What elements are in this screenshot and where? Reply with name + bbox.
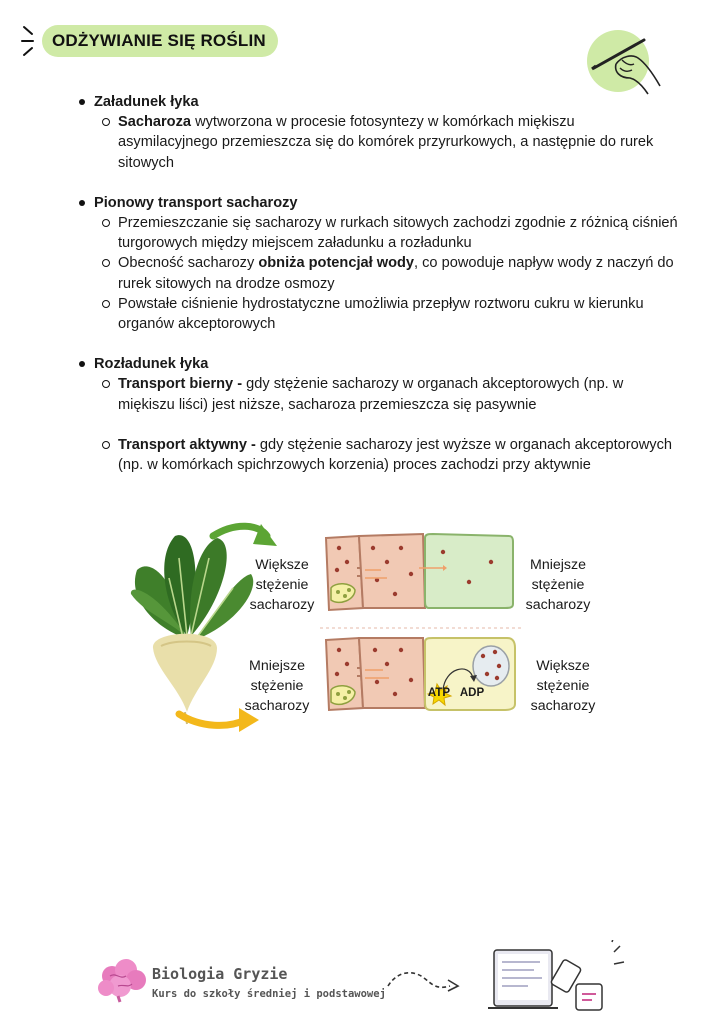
bold-term: Sacharoza xyxy=(118,114,192,131)
list-item xyxy=(78,435,678,475)
bold-term: obniża potencjał wody xyxy=(258,255,415,272)
label-top-left: Większe stężenie sacharozy xyxy=(249,557,315,613)
page-title: ODŻYWIANIE SIĘ ROŚLIN xyxy=(42,25,278,57)
list-item xyxy=(78,213,678,253)
writing-hand-icon xyxy=(586,28,664,96)
adp-label: ADP xyxy=(459,687,485,699)
list-item xyxy=(78,112,678,173)
label-top-right: Mniejsze stężenie sacharozy xyxy=(525,557,591,613)
list-item xyxy=(78,374,678,414)
sugar-beet-icon xyxy=(131,535,253,724)
section-unloading xyxy=(78,354,678,475)
label-bottom-right: Większe stężenie sacharozy xyxy=(530,658,596,714)
item-text: gdy stężenie sacharozy w organach akceptorowych (np. w miękiszu liści) jest niższe, sacharoza przemieszcza się pasywnie xyxy=(118,376,624,413)
passive-transport-cells xyxy=(326,534,513,610)
label-bottom-left: Mniejsze stężenie sacharozy xyxy=(244,658,310,714)
item-text: Obecność sacharozy xyxy=(118,255,259,272)
section-heading: Załadunek łyka xyxy=(78,92,678,112)
item-text: Powstałe ciśnienie hydrostatyczne umożliwia przepływ roztworu cukru w kierunku organów akceptorowych xyxy=(118,295,644,333)
atp-label: ATP xyxy=(427,687,451,699)
item-text: gdy stężenie sacharozy jest wyższe w organach akceptorowych (np. w komórkach spichrzowych korzenia) proces zachodzi przy aktywnie xyxy=(118,436,672,474)
brain-logo-icon xyxy=(98,959,146,1002)
footer-graphics xyxy=(0,940,720,1023)
list-item xyxy=(78,253,678,293)
notes-content xyxy=(78,92,678,495)
section-loading xyxy=(78,92,678,173)
bold-term: Transport aktywny - xyxy=(118,436,256,453)
item-text: Przemieszczanie się sacharozy w rurkach sitowych zachodzi zgodnie z różnicą ciśnień turgorowych między miejscem załadunku a rozładunku xyxy=(118,215,678,252)
section-heading: Pionowy transport sacharozy xyxy=(78,193,678,213)
section-heading: Rozładunek łyka xyxy=(78,354,678,374)
phloem-unloading-diagram xyxy=(125,518,605,740)
item-text: wytworzona w procesie fotosyntezy w komórkach miękiszu asymilacyjnego przemieszcza się do komórek przyrurkowych, a następnie do rurek sitowych xyxy=(118,114,654,171)
bold-term: Transport bierny - xyxy=(118,376,243,393)
devices-icon xyxy=(488,940,624,1010)
brand-tagline: Kurs do szkoły średniej i podstawowej xyxy=(152,988,386,1000)
item-text: , co powoduje napływ wody z naczyń do rurek sitowych na drodze osmozy xyxy=(118,255,674,292)
brand-name: Biologia Gryzie xyxy=(152,965,288,983)
section-vertical-transport xyxy=(78,193,678,334)
spark-lines-icon xyxy=(20,24,42,58)
list-item xyxy=(78,294,678,334)
